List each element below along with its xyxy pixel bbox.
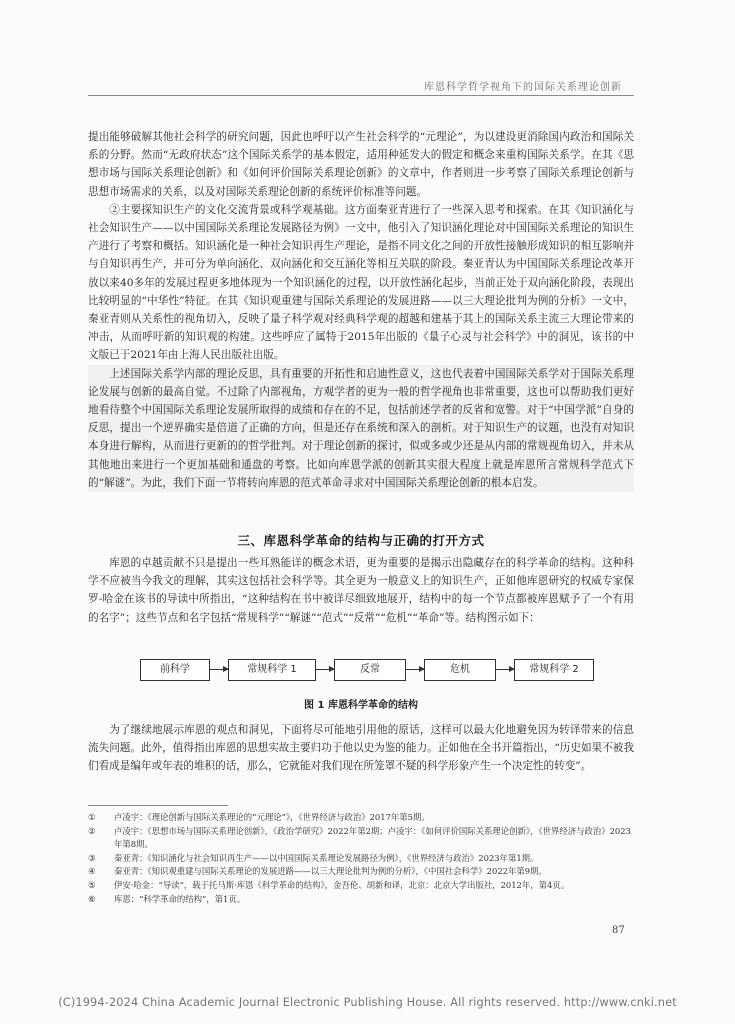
box-normal-science-2: 常规科学 2	[514, 659, 594, 681]
arrow-2	[316, 669, 334, 670]
footnote-mark: ⑥	[88, 893, 96, 904]
body-text-top	[88, 128, 634, 492]
paragraph-3: 上述国际关系学内部的理论反思，具有重要的开拓性和启迪性意义，这也代表着中国国际关系学对于国际关系理论发展与创新的最高自觉。不过除了内部视角，方观学者的更为一般的哲学视角也非常重要，这也可以帮助我们更好地看待整个中国国际关系理论发展所取得的成绩和存在的不足，包括前述学者的反省和宽警。对于“中国学派”自身的反思，提出一个逆界确实是倍道了正确的方向，但是还存在系统和深入的剖析。对于知识生产的议题，也没有对知识本身进行解构，从而进行更新的的哲学批判。对于理论创新的探讨，似或多或少还是从内部的常规视角切入，并未从其他地出来进行一个更加基础和通盘的考察。比如向库恩学派的创新其实很大程度上就是库恩所言常规科学范式下的“解谜”。为此，我们下面一节将转向库恩的范式革命寻求对中国国际关系理论创新的根本启发。	[88, 365, 634, 492]
box-normal-science-1: 常规科学 1	[228, 659, 316, 681]
footnote-text: 伊安·哈金：“导读”，载于托马斯·库恩《科学革命的结构》，金吾伦、胡新和译，北京：北京大学出版社，2012年，第4页。	[114, 879, 570, 890]
closing-body	[88, 721, 634, 776]
arrow-4	[496, 669, 514, 670]
closing-paragraph: 为了继续地展示库恩的观点和洞见，下面将尽可能地引用他的原话，这样可以最大化地避免因为转译带来的信息流失问题。此外，值得指出库恩的思想实故主要归功于他以史为鉴的能力。正如他在全书开篇指出，“历史如果不被我们看成是编年或年表的堆积的话，那么，它就能对我们现在所笼罩不疑的科学形象产生一个决定性的转变”。	[88, 724, 634, 773]
footnote-mark: ③	[88, 852, 96, 863]
page-number: 87	[612, 925, 625, 936]
figure-caption: 图 1 库恩科学革命的结构	[304, 700, 418, 711]
running-header: 库恩科学哲学视角下的国际关系理论创新	[424, 82, 622, 93]
footnote-4	[88, 865, 634, 879]
footnote-text: 库恩：“科学革命的结构”，第1页。	[114, 893, 246, 904]
arrow-3	[406, 669, 424, 670]
footnote-rule	[88, 805, 228, 806]
box-crisis: 危机	[424, 659, 496, 681]
box-pre-science: 前科学	[140, 659, 210, 681]
footnote-2	[88, 825, 634, 852]
section-paragraph: 库恩的卓越贡献不只是提出一些耳熟能详的概念术语，更为重要的是揭示出隐藏存在的科学革命的结构。这种科学不应被当今我文的理解，其实这包括社会科学等。其全更为一般意义上的知识生产，正如他库恩研究的权威专家保罗-哈金在该书的导读中所指出，“这种结构在书中被详尽细致地展开，结构中的每一个节点都被库恩赋予了一个有用的名字”；这些节点和名字包括“常规科学”“解谜”“范式”“反常”“危机”“革命”等。结构图示如下：	[88, 557, 634, 624]
footnote-mark: ②	[88, 825, 96, 836]
footnote-text: 卢凌宇：《理论创新与国际关系理论的“元理论”》，《世界经济与政治》2017年第5期。	[114, 812, 430, 822]
footnote-mark: ④	[88, 866, 96, 877]
copyright-footer: (C)1994-2024 China Academic Journal Electronic Publishing House. All rights reserved. http://www.cnki.net	[58, 996, 677, 1009]
footnote-3	[88, 852, 634, 866]
footnote-mark: ①	[88, 812, 96, 822]
section-title: 三、库恩科学革命的结构与正确的打开方式	[237, 533, 485, 548]
paragraph-1: 提出能够破解其他社会科学的研究问题，因此也呼吁以产生社会科学的“元理论”，为以建设更消除国内政治和国际关系的分野。然而“无政府状态”这个国际关系学的基本假定，适用种延发大的假定和概念来重构国际关系学。在其《思想市场与国际关系理论创新》和《如何评价国际关系理论创新》的文章中，作者则进一步考察了国际关系理论创新与思想市场需求的关系，以及对国际关系理论创新的系统评价标准等问题。	[88, 131, 634, 198]
box-anomaly: 反常	[334, 659, 406, 681]
footnote-text: 秦亚青：《知识涵化与社会知识再生产——以中国国际关系理论发展路径为例》，《世界经济与政治》2023年第1期。	[114, 852, 539, 863]
footnote-1	[88, 811, 634, 825]
arrow-1	[210, 669, 228, 670]
footnotes	[88, 811, 634, 906]
footnote-text: 秦亚青：《知识观重建与国际关系理论的发展进路——以三大理论批判为例的分析》，《中国社会科学》2022年第9期。	[114, 866, 547, 877]
footnote-text: 卢凌宇：《思想市场与国际关系理论创新》，《政治学研究》2022年第2期；卢凌宇：《如何评价国际关系理论创新》，《世界经济与政治》2023年第8期。	[114, 825, 631, 850]
paragraph-2: ②主要探知识生产的文化交流背景或科学观基础。这方面秦亚青进行了一些深入思考和探索。在其《知识涵化与社会知识生产——以中国国际关系理论发展路径为例》一文中，他引入了知识涵化理论对中国国际关系理论的知识生产进行了考察和概括。知识涵化是一种社会知识再生产理论，是指不同文化之间的开放性接触形成知识的相互影响并与自知识再生产，并可分为单向涵化、双向涵化和交互涵化等相互关联的阶段。秦亚青认为中国国际关系理论改革开放以来40多年的发展过程更多地体现为一个知识涵化的过程，以开放性涵化起步，当前正处于双向涵化阶段，表现出比较明显的“中华性”特征。在其《知识观重建与国际关系理论的发展进路——以三大理论批判为例的分析》一文中，秦亚青则从关系性的视角切入，反映了量子科学观对经典科学观的超越和建基于其上的国际关系主流三大理论带来的冲击，从而呼吁新的知识观的构建。这些呼应了属特于2015年出版的《量子心灵与社会科学》中的洞见，该书的中文版已于2021年由上海人民出版社出版。	[88, 203, 634, 362]
footnote-6	[88, 893, 634, 907]
footnote-mark: ⑤	[88, 879, 96, 890]
header-rule	[88, 95, 634, 96]
kuhn-structure-diagram	[140, 659, 594, 683]
footnote-5	[88, 879, 634, 893]
section-body	[88, 554, 634, 627]
